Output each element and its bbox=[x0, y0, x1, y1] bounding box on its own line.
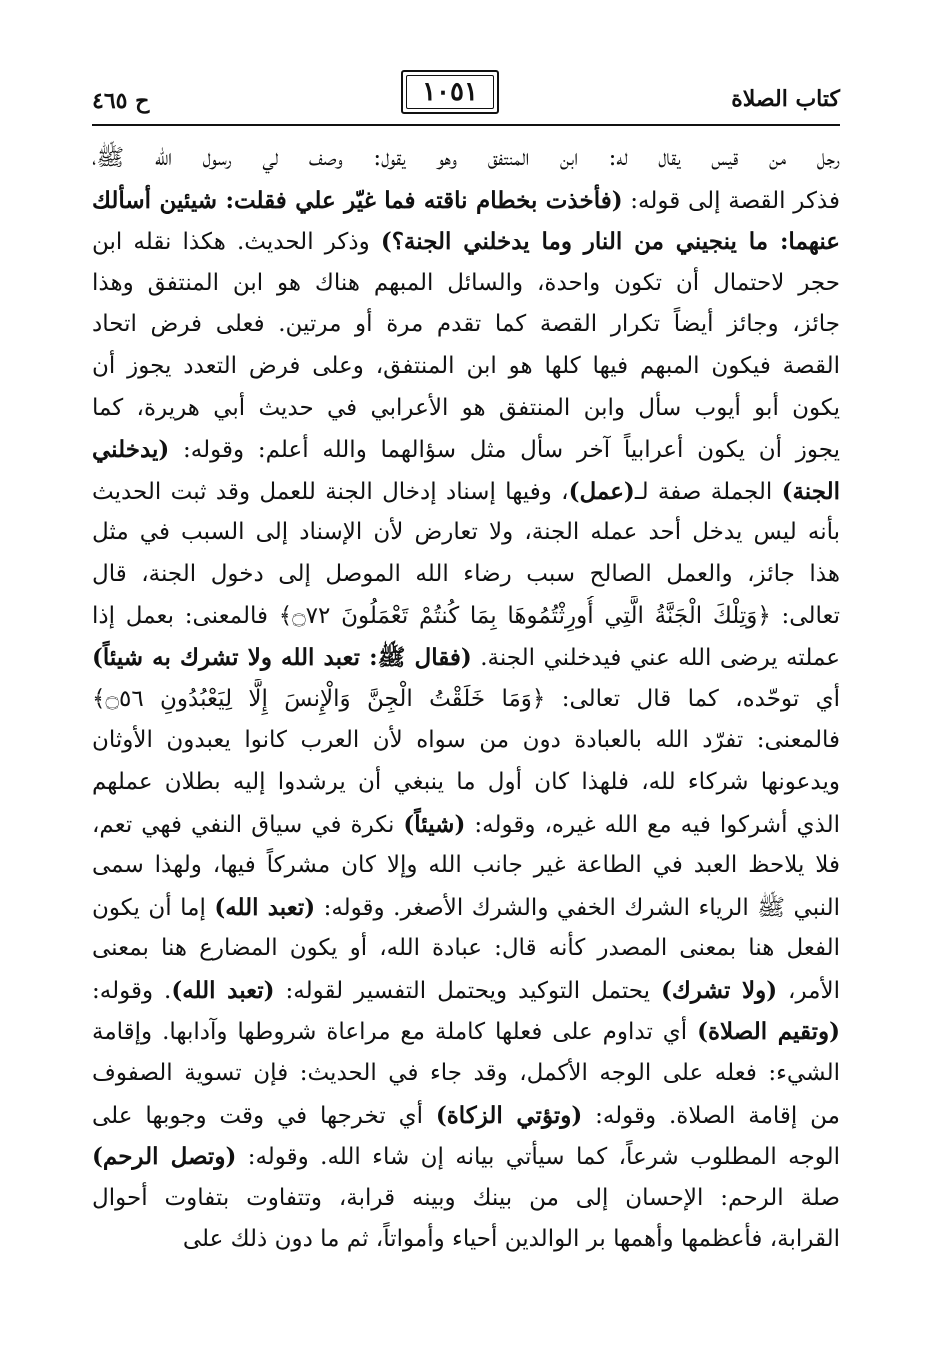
text-segment: تعالى: ﴿وَتِلْكَ الْجَنَّةُ الَّتِي أُورِثْتُمُوهَا بِمَا كُنتُمْ تَعْمَلُونَ ۝٧٢﴾ فالمعنى: بعمل إذا bbox=[92, 602, 840, 629]
text-segment: الذي أشركوا فيه مع الله غيره، وقوله: bbox=[465, 811, 840, 838]
text-line bbox=[92, 1011, 840, 1053]
text-segment: . وقوله: bbox=[92, 977, 172, 1004]
text-line bbox=[92, 554, 840, 596]
text-line bbox=[92, 512, 840, 554]
text-line bbox=[92, 138, 840, 180]
text-segment: يكون أبو أيوب سأل وابن المنتفق هو الأعرابي في حديث أبي هريرة، كما bbox=[92, 394, 840, 421]
text-segment: القصة فيكون المبهم فيها كلها هو ابن المنتفق، وعلى فرض التعدد يجوز أن bbox=[92, 352, 840, 379]
text-segment: فالمعنى: تفرّد الله بالعبادة دون من سواه لأن العرب كانوا يعبدون الأوثان bbox=[92, 727, 840, 754]
text-segment: الجملة صفة لـ bbox=[634, 478, 782, 505]
text-segment: الوجه المطلوب شرعاً، كما سيأتي بيانه إن شاء الله. وقوله: bbox=[236, 1144, 840, 1171]
text-segment: ويدعونها شركاء لله، فلهذا كان أول ما ينبغي أن يرشدوا إليه بطلان عملهم bbox=[92, 768, 840, 795]
text-segment: الأمر، bbox=[777, 977, 840, 1004]
bold-quote: (تعبد الله) bbox=[214, 893, 316, 921]
bold-quote: (عمل) bbox=[568, 477, 635, 505]
text-segment: هذا جائز، والعمل الصالح سبب رضاء الله الموصل إلى دخول الجنة، قال bbox=[92, 560, 840, 587]
bold-quote: (وتصل الرحم) bbox=[92, 1143, 237, 1171]
text-line bbox=[92, 1136, 840, 1178]
text-segment: نكرة في سياق النفي فهي تعم، bbox=[92, 811, 404, 838]
text-segment: فذكر القصة إلى قوله: bbox=[622, 187, 840, 214]
text-segment: النبي ﷺ الرياء الشرك الخفي والشرك الأصغر. وقوله: bbox=[315, 894, 840, 921]
text-line bbox=[92, 429, 840, 471]
text-segment: الفعل هنا بمعنى المصدر كأنه قال: عبادة الله، أو يكون المضارع هنا بمعنى bbox=[92, 935, 840, 962]
text-line bbox=[92, 471, 840, 513]
text-line bbox=[92, 970, 840, 1012]
bold-quote: (ولا تشرك) bbox=[660, 976, 778, 1004]
text-segment: يحتمل التوكيد ويحتمل التفسير لقوله: bbox=[274, 977, 661, 1004]
text-line bbox=[92, 1053, 840, 1095]
bold-quote: (يدخلني bbox=[92, 436, 170, 464]
bold-quote: (وتؤتي الزكاة) bbox=[435, 1101, 583, 1129]
text-segment: ، وفيها إسناد إدخال الجنة للعمل وقد ثبت الحديث bbox=[92, 478, 569, 505]
text-segment: أي توحّده، كما قال تعالى: ﴿وَمَا خَلَقْتُ الْجِنَّ وَالْإِنسَ إِلَّا لِيَعْبُدُونِ ۝٥٦﴾ bbox=[92, 685, 840, 712]
text-segment: إما أن يكون bbox=[92, 894, 215, 921]
text-segment: يجوز أن يكون أعرابياً آخر سأل مثل سؤالهما والله أعلم: وقوله: bbox=[169, 437, 840, 464]
bold-quote: (شيئاً) bbox=[403, 810, 466, 838]
text-line bbox=[92, 720, 840, 762]
bold-quote: عنهما: ما ينجيني من النار وما يدخلني الجنة؟) bbox=[380, 228, 840, 256]
text-line bbox=[92, 887, 840, 929]
text-line bbox=[92, 679, 840, 721]
text-segment: رجل من قيس يقال له: ابن المنتفق وهو يقول: وصف لي رسول الله ﷺ، bbox=[92, 145, 840, 171]
bold-quote: (فأخذت بخطام ناقته فما غيّر علي فقلت: شيئين أسألك bbox=[92, 186, 623, 214]
bold-quote: (تعبد الله) bbox=[171, 976, 275, 1004]
text-segment: من إقامة الصلاة. وقوله: bbox=[582, 1102, 840, 1129]
text-line bbox=[92, 1095, 840, 1137]
text-segment: أي تخرجها في وقت وجوبها على bbox=[92, 1102, 436, 1129]
text-line bbox=[92, 845, 840, 887]
text-line bbox=[92, 1219, 840, 1261]
text-line bbox=[92, 388, 840, 430]
text-line bbox=[92, 304, 840, 346]
text-line bbox=[92, 928, 840, 970]
text-line bbox=[92, 596, 840, 638]
text-segment: الشيء: فعله على الوجه الأكمل، وقد جاء في الحديث: فإن تسوية الصفوف bbox=[92, 1060, 840, 1087]
bold-quote: (وتقيم الصلاة) bbox=[697, 1018, 840, 1046]
page-number-frame bbox=[401, 70, 499, 114]
text-line bbox=[92, 221, 840, 263]
bold-quote: (فقال ﷺ: تعبد الله ولا تشرك به شيئاً) bbox=[92, 644, 472, 672]
text-segment: صلة الرحم: الإحسان إلى من بينك وبينه قرابة، وتتفاوت بتفاوت أحوال bbox=[92, 1184, 840, 1211]
page-number: ١٠٥١ bbox=[422, 77, 478, 107]
running-head: كتاب الصلاة bbox=[731, 86, 840, 112]
header-rule bbox=[92, 124, 840, 126]
text-line bbox=[92, 804, 840, 846]
hadith-reference: ح ٤٦٥ bbox=[92, 88, 150, 114]
text-line bbox=[92, 637, 840, 679]
text-segment: القرابة، فأعظمها وأهمها بر الوالدين أحياء وأمواتاً، ثم ما دون ذلك على bbox=[182, 1226, 840, 1253]
text-segment: بأنه ليس يدخل أحد عمله الجنة، ولا تعارض لأن الإسناد إلى السبب في مثل bbox=[92, 519, 840, 546]
text-line bbox=[92, 1178, 840, 1220]
bold-quote: الجنة) bbox=[781, 477, 840, 505]
text-line bbox=[92, 263, 840, 305]
text-line bbox=[92, 762, 840, 804]
text-segment: فلا يلاحظ العبد في الطاعة غير جانب الله وإلا كان مشركاً فيها، ولهذا سمى bbox=[92, 852, 840, 879]
body-text bbox=[92, 138, 840, 1261]
text-line bbox=[92, 180, 840, 222]
page-header bbox=[92, 77, 840, 120]
text-segment: حجر لاحتمال أن تكون واحدة، والسائل المبهم هناك هو ابن المنتفق وهذا bbox=[92, 269, 840, 296]
text-segment: عملته يرضى الله عني فيدخلني الجنة. bbox=[471, 645, 840, 672]
text-segment: أي تداوم على فعلها كاملة مع مراعاة شروطها وآدابها. وإقامة bbox=[92, 1019, 698, 1046]
text-line bbox=[92, 346, 840, 388]
text-segment: جائز، وجائز أيضاً تكرار القصة كما تقدم مرة أو مرتين. فعلى فرض اتحاد bbox=[92, 311, 840, 338]
text-segment: وذكر الحديث. هكذا نقله ابن bbox=[92, 229, 381, 256]
